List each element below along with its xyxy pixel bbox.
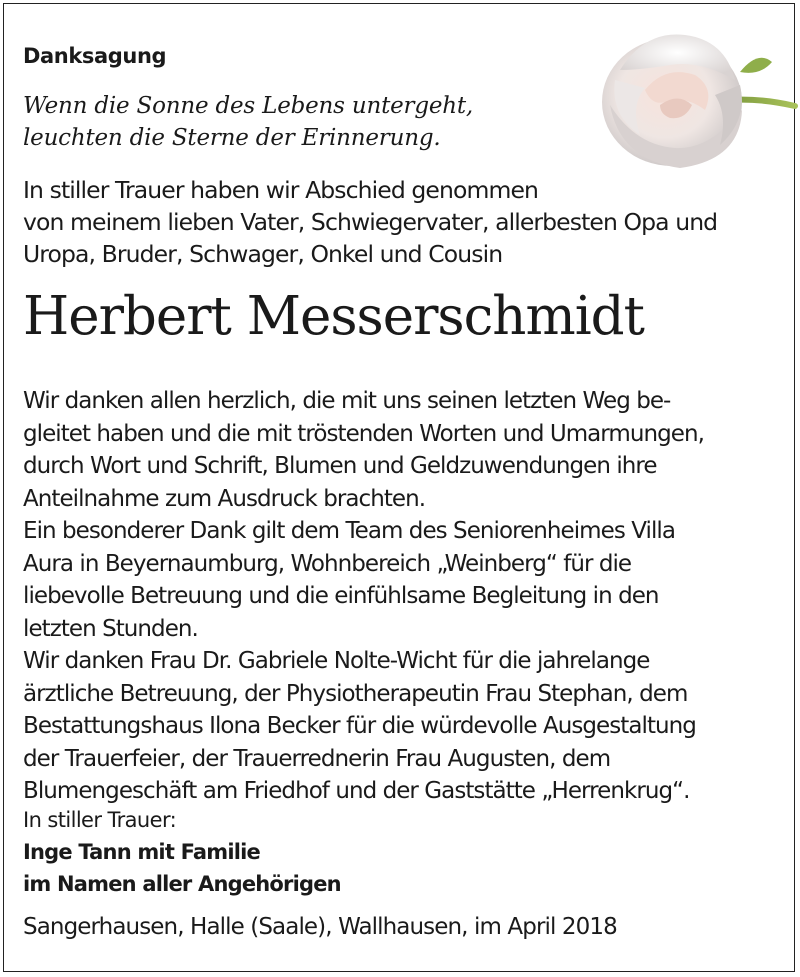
motto bbox=[23, 90, 473, 154]
intro-text bbox=[23, 174, 717, 270]
body-line: durch Wort und Schrift, Blumen und Geldzuwendungen ihre bbox=[23, 453, 657, 479]
body-line: Aura in Beyernaumburg, Wohnbereich „Weinberg“ für die bbox=[23, 550, 632, 577]
body-line: Blumengeschäft am Friedhof und der Gaststätte „Herrenkrug“. bbox=[23, 778, 690, 804]
body-text bbox=[23, 385, 704, 808]
motto-line: leuchten die Sterne der Erinnerung. bbox=[23, 125, 441, 151]
body-line: Wir danken allen herzlich, die mit uns seinen letzten Weg be- bbox=[23, 388, 671, 414]
motto-line: Wenn die Sonne des Lebens untergeht, bbox=[23, 93, 474, 119]
intro-line: In stiller Trauer haben wir Abschied genommen bbox=[23, 176, 538, 204]
body-line: ärztliche Betreuung, der Physiotherapeutin Frau Stephan, dem bbox=[23, 680, 688, 707]
body-line: letzten Stunden. bbox=[23, 615, 198, 642]
signature-name: Inge Tann mit Familie bbox=[23, 840, 260, 864]
signature-label: In stiller Trauer: bbox=[23, 808, 177, 832]
body-line: der Trauerfeier, der Trauerrednerin Frau Augusten, dem bbox=[23, 745, 611, 772]
body-line: Ein besonderer Dank gilt dem Team des Seniorenheimes Villa bbox=[23, 518, 675, 544]
body-line: Anteilnahme zum Ausdruck brachten. bbox=[23, 485, 426, 512]
body-line: liebevolle Betreuung und die einfühlsame Begleitung in den bbox=[23, 583, 659, 609]
body-line: Wir danken Frau Dr. Gabriele Nolte-Wicht für die jahrelange bbox=[23, 648, 650, 674]
intro-line: von meinem lieben Vater, Schwiegervater, allerbesten Opa und bbox=[23, 208, 718, 236]
notice-heading: Danksagung bbox=[23, 44, 167, 68]
white-rose-icon bbox=[590, 10, 800, 180]
place-date: Sangerhausen, Halle (Saale), Wallhausen, im April 2018 bbox=[23, 914, 617, 940]
deceased-name: Herbert Messerschmidt bbox=[23, 286, 644, 347]
intro-line: Uropa, Bruder, Schwager, Onkel und Cousin bbox=[23, 240, 503, 268]
body-line: Bestattungshaus Ilona Becker für die würdevolle Ausgestaltung bbox=[23, 713, 696, 739]
body-line: gleitet haben und die mit tröstenden Worten und Umarmungen, bbox=[23, 420, 704, 447]
signature-relatives: im Namen aller Angehörigen bbox=[23, 872, 341, 896]
signature-block bbox=[23, 804, 341, 900]
